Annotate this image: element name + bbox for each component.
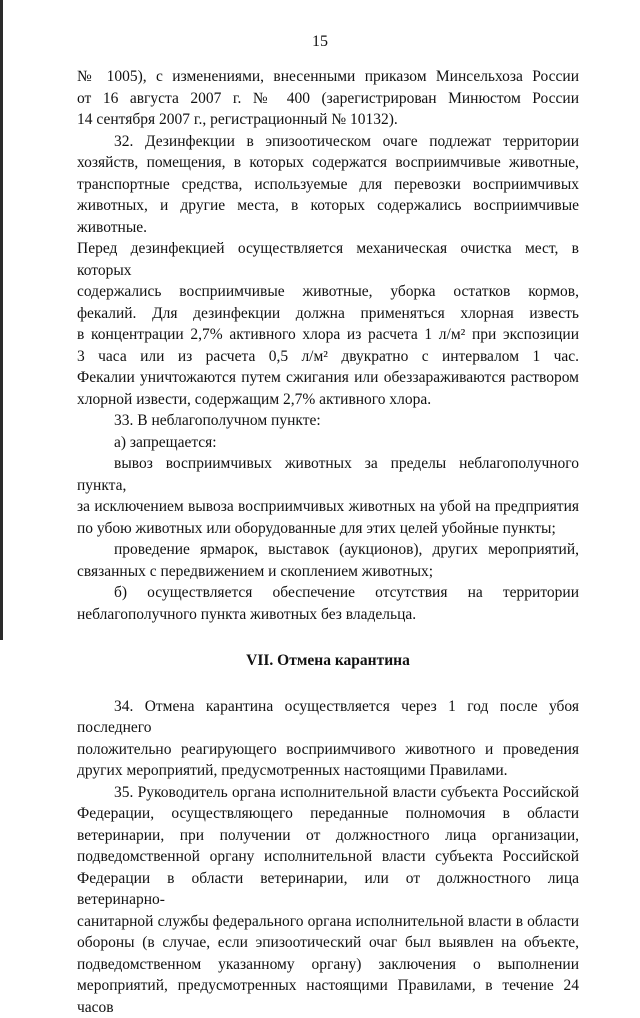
text-line: связанных с передвижением и скоплением животных; (77, 561, 579, 583)
text-line: проведение ярмарок, выставок (аукционов), других мероприятий, (77, 539, 579, 561)
paragraph-34 (77, 696, 579, 782)
page-number: 15 (0, 32, 640, 52)
text-line: других мероприятий, предусмотренных настоящими Правилами. (77, 760, 579, 782)
section-heading: VII. Отмена карантина (77, 650, 579, 672)
paragraph-32 (77, 131, 579, 411)
text-line: за исключением вывоза восприимчивых животных на убой на предприятия (77, 496, 579, 518)
paragraph-33a-item-2 (77, 539, 579, 582)
text-line: мероприятий, предусмотренных настоящими Правилами, в течение 24 часов (77, 975, 579, 1018)
text-line: б) осуществляется обеспечение отсутствия на территории (77, 582, 579, 604)
text-line: 14 сентября 2007 г., регистрационный № 10132). (77, 109, 579, 131)
paragraph-33a (77, 432, 579, 454)
text-line: вывоз восприимчивых животных за пределы неблагополучного пункта, (77, 453, 579, 496)
scan-edge-mark (0, 0, 3, 640)
text-line: хлорной извести, содержащим 2,7% активного хлора. (77, 389, 579, 411)
text-line: 32. Дезинфекции в эпизоотическом очаге подлежат территории (77, 131, 579, 153)
text-line: № 1005), с изменениями, внесенными приказом Минсельхоза России (77, 66, 579, 88)
text-line: животных, и другие места, в которых содержались восприимчивые животные. (77, 195, 579, 238)
text-line: 3 часа или из расчета 0,5 л/м² двукратно с интервалом 1 час. (77, 346, 579, 368)
text-line: положительно реагирующего восприимчивого животного и проведения (77, 739, 579, 761)
paragraph-33 (77, 410, 579, 432)
text-line: Перед дезинфекцией осуществляется механическая очистка мест, в которых (77, 238, 579, 281)
text-line: в концентрации 2,7% активного хлора из расчета 1 л/м² при экспозиции (77, 324, 579, 346)
text-line: фекалий. Для дезинфекции должна применяться хлорная известь (77, 303, 579, 325)
paragraph-33b (77, 582, 579, 625)
paragraph-continuation (77, 66, 579, 131)
document-body (77, 66, 579, 1018)
text-line: ветеринарии, при получении от должностного лица организации, (77, 825, 579, 847)
text-line: санитарной службы федерального органа исполнительной власти в области (77, 911, 579, 933)
text-line: а) запрещается: (77, 432, 579, 454)
text-line: по убою животных или оборудованные для этих целей убойные пункты; (77, 518, 579, 540)
text-line: 34. Отмена карантина осуществляется через 1 год после убоя последнего (77, 696, 579, 739)
text-line: 33. В неблагополучном пункте: (77, 410, 579, 432)
text-line: обороны (в случае, если эпизоотический очаг был выявлен на объекте, (77, 932, 579, 954)
paragraph-35 (77, 782, 579, 1018)
text-line: неблагополучного пункта животных без владельца. (77, 604, 579, 626)
text-line: хозяйств, помещения, в которых содержатся восприимчивые животные, (77, 152, 579, 174)
text-line: транспортные средства, используемые для перевозки восприимчивых (77, 174, 579, 196)
text-line: от 16 августа 2007 г. № 400 (зарегистрирован Минюстом России (77, 88, 579, 110)
text-line: Федерации, осуществляющего переданные полномочия в области (77, 803, 579, 825)
text-line: Федерации в области ветеринарии, или от должностного лица ветеринарно- (77, 868, 579, 911)
text-line: содержались восприимчивые животные, уборка остатков кормов, (77, 281, 579, 303)
text-line: подведомственной органу исполнительной власти субъекта Российской (77, 846, 579, 868)
text-line: Фекалии уничтожаются путем сжигания или обеззараживаются раствором (77, 367, 579, 389)
paragraph-33a-item-1 (77, 453, 579, 539)
text-line: подведомственном указанному органу) заключения о выполнении (77, 954, 579, 976)
text-line: 35. Руководитель органа исполнительной власти субъекта Российской (77, 782, 579, 804)
